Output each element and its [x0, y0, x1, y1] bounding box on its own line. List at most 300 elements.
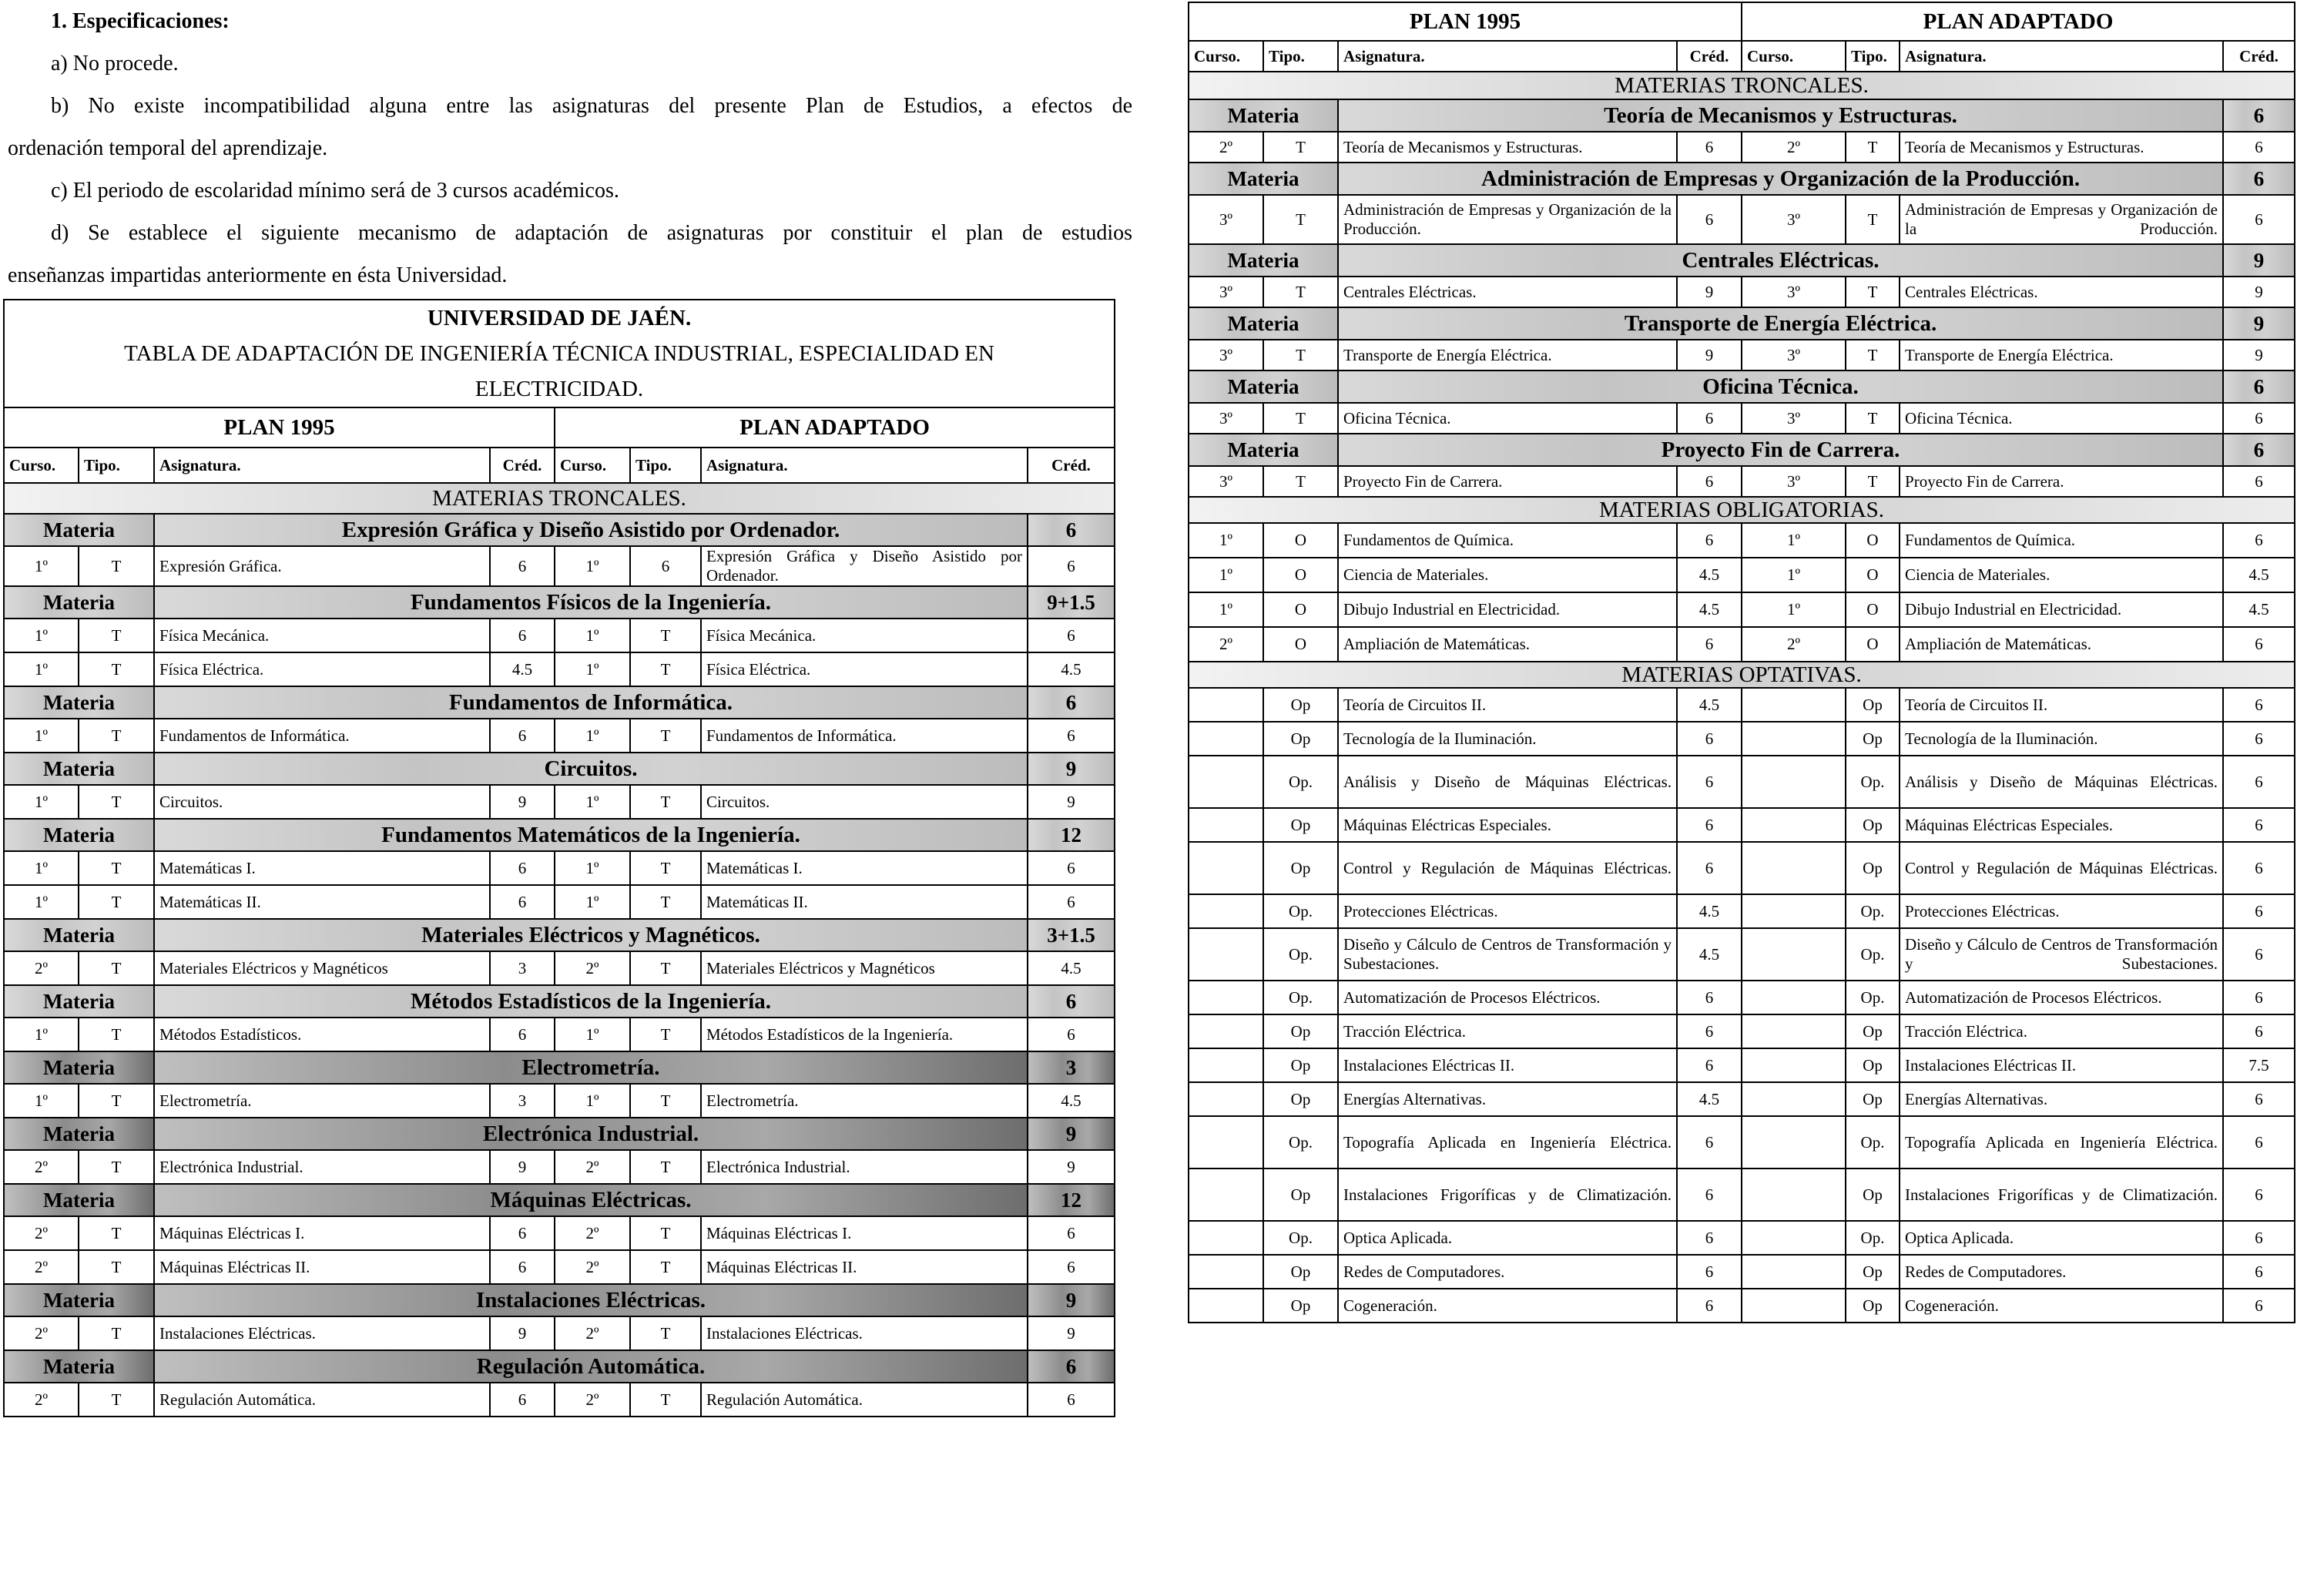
- asignatura-old-cell: Ciencia de Materiales.: [1338, 558, 1677, 592]
- curso-old-cell: [1189, 688, 1263, 722]
- asignatura-new-cell: Máquinas Eléctricas I.: [701, 1216, 1028, 1250]
- cred-new-cell: 6: [1028, 619, 1115, 652]
- asignatura-new-cell: Ciencia de Materiales.: [1900, 558, 2223, 592]
- column-header: Tipo.: [1263, 41, 1338, 72]
- curso-new-cell: [1742, 722, 1846, 756]
- tipo-new-cell: T: [630, 951, 701, 985]
- asignatura-old-cell: Optica Aplicada.: [1338, 1221, 1677, 1255]
- cred-new-cell: 6: [2223, 1116, 2295, 1168]
- tipo-new-cell: T: [630, 719, 701, 753]
- materia-credits: 6: [2223, 163, 2295, 195]
- materia-label: Materia: [4, 686, 154, 719]
- asignatura-old-cell: Control y Regulación de Máquinas Eléctricas.: [1338, 842, 1677, 894]
- asignatura-old-cell: Instalaciones Eléctricas II.: [1338, 1048, 1677, 1082]
- cred-old-cell: 6: [490, 885, 555, 919]
- tipo-new-cell: T: [630, 1250, 701, 1284]
- curso-new-cell: 3º: [1742, 340, 1846, 370]
- cred-new-cell: 6: [2223, 688, 2295, 722]
- curso-new-cell: 1º: [555, 1018, 630, 1051]
- materia-label: Materia: [1189, 163, 1338, 195]
- materia-row: [4, 753, 1115, 785]
- tipo-old-cell: Op: [1263, 842, 1338, 894]
- curso-old-cell: 3º: [1189, 277, 1263, 307]
- materia-name: Máquinas Eléctricas.: [154, 1184, 1028, 1216]
- curso-new-cell: [1742, 1116, 1846, 1168]
- asignatura-old-cell: Regulación Automática.: [154, 1383, 490, 1417]
- curso-new-cell: 1º: [555, 785, 630, 819]
- tipo-new-cell: T: [630, 619, 701, 652]
- curso-old-cell: 1º: [1189, 523, 1263, 558]
- materia-credits: 9: [2223, 307, 2295, 340]
- table-row: [4, 1084, 1115, 1118]
- table-row: [1189, 403, 2295, 434]
- curso-old-cell: [1189, 894, 1263, 928]
- asignatura-new-cell: Instalaciones Frigoríficas y de Climatización.: [1900, 1168, 2223, 1221]
- materia-label: Materia: [4, 819, 154, 851]
- asignatura-new-cell: Fundamentos de Química.: [1900, 523, 2223, 558]
- table-row: [1189, 466, 2295, 497]
- cred-old-cell: 6: [1677, 466, 1742, 497]
- tipo-old-cell: T: [79, 546, 154, 586]
- table-row: [4, 719, 1115, 753]
- materia-label: Materia: [4, 1118, 154, 1150]
- tipo-old-cell: T: [79, 951, 154, 985]
- cred-old-cell: 6: [490, 1216, 555, 1250]
- tipo-old-cell: O: [1263, 592, 1338, 627]
- materia-label: Materia: [4, 1350, 154, 1383]
- curso-new-cell: [1742, 1168, 1846, 1221]
- table-row: [1189, 756, 2295, 808]
- table-row: [1189, 1289, 2295, 1323]
- asignatura-new-cell: Proyecto Fin de Carrera.: [1900, 466, 2223, 497]
- asignatura-old-cell: Teoría de Circuitos II.: [1338, 688, 1677, 722]
- tipo-old-cell: T: [79, 885, 154, 919]
- cred-new-cell: 6: [1028, 546, 1115, 586]
- curso-new-cell: 1º: [555, 851, 630, 885]
- materia-credits: 12: [1028, 1184, 1115, 1216]
- materia-name: Fundamentos Matemáticos de la Ingeniería.: [154, 819, 1028, 851]
- tipo-old-cell: T: [79, 1383, 154, 1417]
- asignatura-old-cell: Topografía Aplicada en Ingeniería Eléctrica.: [1338, 1116, 1677, 1168]
- curso-new-cell: 1º: [1742, 558, 1846, 592]
- cred-old-cell: 6: [1677, 195, 1742, 244]
- cred-old-cell: 6: [1677, 132, 1742, 163]
- tipo-old-cell: T: [79, 1216, 154, 1250]
- curso-new-cell: [1742, 928, 1846, 981]
- cred-new-cell: 6: [1028, 885, 1115, 919]
- column-header: Créd.: [1028, 448, 1115, 483]
- curso-new-cell: 2º: [555, 1316, 630, 1350]
- tipo-old-cell: T: [79, 619, 154, 652]
- column-header: Curso.: [1742, 41, 1846, 72]
- curso-new-cell: 1º: [555, 619, 630, 652]
- column-header: Tipo.: [630, 448, 701, 483]
- tipo-old-cell: Op: [1263, 1255, 1338, 1289]
- curso-new-cell: 1º: [555, 652, 630, 686]
- tipo-new-cell: Op: [1846, 1014, 1900, 1048]
- asignatura-old-cell: Oficina Técnica.: [1338, 403, 1677, 434]
- tipo-new-cell: Op.: [1846, 756, 1900, 808]
- spec-d-line2: enseñanzas impartidas anteriormente en ésta Universidad.: [8, 263, 508, 287]
- asignatura-new-cell: Centrales Eléctricas.: [1900, 277, 2223, 307]
- tipo-old-cell: T: [79, 652, 154, 686]
- column-header: Asignatura.: [701, 448, 1028, 483]
- curso-old-cell: 2º: [1189, 132, 1263, 163]
- materia-row: [1189, 434, 2295, 466]
- asignatura-new-cell: Dibujo Industrial en Electricidad.: [1900, 592, 2223, 627]
- cred-old-cell: 6: [1677, 1048, 1742, 1082]
- table-row: [4, 619, 1115, 652]
- tipo-new-cell: T: [630, 1316, 701, 1350]
- tipo-new-cell: O: [1846, 627, 1900, 662]
- materia-row: [4, 819, 1115, 851]
- table-row: [1189, 808, 2295, 842]
- table-row: [1189, 558, 2295, 592]
- materia-name: Instalaciones Eléctricas.: [154, 1284, 1028, 1316]
- column-header: Curso.: [4, 448, 79, 483]
- curso-old-cell: [1189, 1255, 1263, 1289]
- tipo-new-cell: Op: [1846, 1082, 1900, 1116]
- cred-old-cell: 6: [490, 719, 555, 753]
- column-header: Asignatura.: [1900, 41, 2223, 72]
- materia-credits: 3: [1028, 1051, 1115, 1084]
- materia-row: [4, 919, 1115, 951]
- table-row: [4, 546, 1115, 586]
- asignatura-new-cell: Topografía Aplicada en Ingeniería Eléctrica.: [1900, 1116, 2223, 1168]
- plan-adaptado-header: PLAN ADAPTADO: [555, 407, 1115, 448]
- materia-credits: 6: [1028, 1350, 1115, 1383]
- materia-label: Materia: [1189, 244, 1338, 277]
- cred-old-cell: 6: [490, 619, 555, 652]
- cred-new-cell: 6: [2223, 132, 2295, 163]
- curso-new-cell: 3º: [1742, 195, 1846, 244]
- cred-old-cell: 9: [1677, 340, 1742, 370]
- table-row: [1189, 132, 2295, 163]
- materia-row: [4, 1184, 1115, 1216]
- tipo-old-cell: Op: [1263, 808, 1338, 842]
- materia-row: [4, 686, 1115, 719]
- asignatura-old-cell: Dibujo Industrial en Electricidad.: [1338, 592, 1677, 627]
- plan-1995-header: PLAN 1995: [4, 407, 555, 448]
- cred-new-cell: 6: [2223, 894, 2295, 928]
- asignatura-new-cell: Teoría de Mecanismos y Estructuras.: [1900, 132, 2223, 163]
- cred-old-cell: 6: [1677, 1116, 1742, 1168]
- column-header: Créd.: [490, 448, 555, 483]
- materia-row: [1189, 307, 2295, 340]
- tipo-new-cell: Op: [1846, 1255, 1900, 1289]
- adaptation-table-right: [1188, 2, 2295, 1323]
- cred-new-cell: 6: [2223, 1289, 2295, 1323]
- table-row: [1189, 1168, 2295, 1221]
- cred-old-cell: 6: [1677, 1255, 1742, 1289]
- cred-old-cell: 6: [490, 1250, 555, 1284]
- materia-credits: 9: [1028, 753, 1115, 785]
- asignatura-old-cell: Energías Alternativas.: [1338, 1082, 1677, 1116]
- tipo-old-cell: T: [1263, 466, 1338, 497]
- curso-old-cell: [1189, 842, 1263, 894]
- tipo-new-cell: T: [1846, 195, 1900, 244]
- cred-new-cell: 4.5: [2223, 592, 2295, 627]
- curso-old-cell: 2º: [4, 1216, 79, 1250]
- curso-new-cell: 1º: [555, 885, 630, 919]
- plan-1995-header: PLAN 1995: [1189, 2, 1742, 41]
- tipo-new-cell: T: [1846, 466, 1900, 497]
- materia-label: Materia: [4, 1284, 154, 1316]
- cred-old-cell: 6: [1677, 627, 1742, 662]
- cred-old-cell: 3: [490, 1084, 555, 1118]
- curso-old-cell: 1º: [4, 851, 79, 885]
- tipo-new-cell: O: [1846, 523, 1900, 558]
- asignatura-old-cell: Fundamentos de Informática.: [154, 719, 490, 753]
- table-row: [4, 652, 1115, 686]
- column-header: Curso.: [555, 448, 630, 483]
- materia-credits: 6: [1028, 985, 1115, 1018]
- tipo-new-cell: Op: [1846, 808, 1900, 842]
- cred-new-cell: 6: [2223, 627, 2295, 662]
- table-row: [1189, 627, 2295, 662]
- asignatura-old-cell: Circuitos.: [154, 785, 490, 819]
- cred-new-cell: 6: [2223, 403, 2295, 434]
- table-row: [4, 951, 1115, 985]
- curso-new-cell: 2º: [555, 1216, 630, 1250]
- cred-old-cell: 9: [490, 1316, 555, 1350]
- cred-new-cell: 6: [2223, 981, 2295, 1014]
- curso-new-cell: 2º: [555, 951, 630, 985]
- cred-new-cell: 6: [2223, 928, 2295, 981]
- tipo-old-cell: Op: [1263, 1168, 1338, 1221]
- asignatura-old-cell: Transporte de Energía Eléctrica.: [1338, 340, 1677, 370]
- asignatura-old-cell: Teoría de Mecanismos y Estructuras.: [1338, 132, 1677, 163]
- curso-old-cell: 2º: [4, 951, 79, 985]
- asignatura-new-cell: Expresión Gráfica y Diseño Asistido por Ordenador.: [701, 546, 1028, 586]
- asignatura-old-cell: Máquinas Eléctricas II.: [154, 1250, 490, 1284]
- asignatura-new-cell: Materiales Eléctricos y Magnéticos: [701, 951, 1028, 985]
- asignatura-new-cell: Máquinas Eléctricas Especiales.: [1900, 808, 2223, 842]
- cred-new-cell: 6: [2223, 722, 2295, 756]
- curso-new-cell: 2º: [555, 1150, 630, 1184]
- materia-label: Materia: [1189, 307, 1338, 340]
- asignatura-new-cell: Métodos Estadísticos de la Ingeniería.: [701, 1018, 1028, 1051]
- curso-new-cell: [1742, 688, 1846, 722]
- materia-row: [4, 586, 1115, 619]
- materia-label: Materia: [1189, 434, 1338, 466]
- tipo-old-cell: T: [79, 1316, 154, 1350]
- asignatura-new-cell: Electrometría.: [701, 1084, 1028, 1118]
- tipo-old-cell: Op: [1263, 1048, 1338, 1082]
- table-title-line1: TABLA DE ADAPTACIÓN DE INGENIERÍA TÉCNICA INDUSTRIAL, ESPECIALIDAD EN: [4, 336, 1115, 371]
- asignatura-new-cell: Instalaciones Eléctricas.: [701, 1316, 1028, 1350]
- tipo-new-cell: Op: [1846, 688, 1900, 722]
- column-header: Tipo.: [79, 448, 154, 483]
- cred-new-cell: 6: [2223, 808, 2295, 842]
- asignatura-old-cell: Automatización de Procesos Eléctricos.: [1338, 981, 1677, 1014]
- asignatura-old-cell: Métodos Estadísticos.: [154, 1018, 490, 1051]
- materia-credits: 6: [1028, 514, 1115, 546]
- cred-old-cell: 6: [1677, 756, 1742, 808]
- tipo-new-cell: O: [1846, 592, 1900, 627]
- materia-name: Administración de Empresas y Organización de la Producción.: [1338, 163, 2223, 195]
- curso-old-cell: [1189, 1168, 1263, 1221]
- asignatura-new-cell: Teoría de Circuitos II.: [1900, 688, 2223, 722]
- materia-label: Materia: [4, 1051, 154, 1084]
- curso-old-cell: 1º: [4, 652, 79, 686]
- column-header: Créd.: [2223, 41, 2295, 72]
- materia-row: [1189, 99, 2295, 132]
- spec-a: a) No procede.: [51, 52, 179, 75]
- materia-credits: 9: [2223, 244, 2295, 277]
- table-row: [1189, 523, 2295, 558]
- asignatura-old-cell: Física Eléctrica.: [154, 652, 490, 686]
- curso-old-cell: [1189, 1221, 1263, 1255]
- tipo-old-cell: Op.: [1263, 1221, 1338, 1255]
- materia-credits: 3+1.5: [1028, 919, 1115, 951]
- cred-new-cell: 4.5: [1028, 951, 1115, 985]
- asignatura-new-cell: Regulación Automática.: [701, 1383, 1028, 1417]
- cred-new-cell: 9: [2223, 277, 2295, 307]
- tipo-old-cell: Op: [1263, 688, 1338, 722]
- materia-name: Métodos Estadísticos de la Ingeniería.: [154, 985, 1028, 1018]
- section-troncales: MATERIAS TRONCALES.: [1189, 72, 2295, 99]
- curso-new-cell: [1742, 1082, 1846, 1116]
- tipo-new-cell: Op.: [1846, 928, 1900, 981]
- specifications-section: [8, 0, 1132, 297]
- tipo-new-cell: T: [630, 785, 701, 819]
- materia-credits: 9: [1028, 1118, 1115, 1150]
- asignatura-new-cell: Circuitos.: [701, 785, 1028, 819]
- materia-name: Teoría de Mecanismos y Estructuras.: [1338, 99, 2223, 132]
- asignatura-old-cell: Materiales Eléctricos y Magnéticos: [154, 951, 490, 985]
- cred-old-cell: 6: [1677, 1168, 1742, 1221]
- materia-credits: 6: [2223, 370, 2295, 403]
- tipo-new-cell: T: [1846, 403, 1900, 434]
- table-row: [1189, 928, 2295, 981]
- asignatura-new-cell: Matemáticas I.: [701, 851, 1028, 885]
- curso-new-cell: 2º: [555, 1383, 630, 1417]
- university-title: UNIVERSIDAD DE JAÉN.: [4, 300, 1115, 336]
- curso-old-cell: 1º: [4, 619, 79, 652]
- cred-new-cell: 6: [1028, 1250, 1115, 1284]
- cred-new-cell: 6: [2223, 523, 2295, 558]
- materia-row: [4, 1118, 1115, 1150]
- tipo-new-cell: Op: [1846, 1289, 1900, 1323]
- curso-old-cell: [1189, 808, 1263, 842]
- tipo-old-cell: T: [79, 719, 154, 753]
- materia-name: Centrales Eléctricas.: [1338, 244, 2223, 277]
- tipo-old-cell: Op.: [1263, 756, 1338, 808]
- tipo-new-cell: O: [1846, 558, 1900, 592]
- curso-old-cell: [1189, 1082, 1263, 1116]
- spec-b-line2: ordenación temporal del aprendizaje.: [8, 136, 328, 160]
- curso-new-cell: 1º: [555, 719, 630, 753]
- cred-old-cell: 6: [1677, 1014, 1742, 1048]
- asignatura-new-cell: Tecnología de la Iluminación.: [1900, 722, 2223, 756]
- materia-label: Materia: [4, 919, 154, 951]
- cred-old-cell: 3: [490, 951, 555, 985]
- table-row: [4, 851, 1115, 885]
- asignatura-new-cell: Electrónica Industrial.: [701, 1150, 1028, 1184]
- asignatura-new-cell: Fundamentos de Informática.: [701, 719, 1028, 753]
- tipo-new-cell: Op: [1846, 722, 1900, 756]
- column-header: Tipo.: [1846, 41, 1900, 72]
- table-row: [1189, 688, 2295, 722]
- materia-credits: 12: [1028, 819, 1115, 851]
- table-row: [1189, 722, 2295, 756]
- cred-new-cell: 9: [1028, 1316, 1115, 1350]
- tipo-new-cell: T: [630, 885, 701, 919]
- tipo-new-cell: T: [630, 851, 701, 885]
- curso-new-cell: 3º: [1742, 403, 1846, 434]
- tipo-old-cell: T: [79, 851, 154, 885]
- asignatura-old-cell: Fundamentos de Química.: [1338, 523, 1677, 558]
- curso-new-cell: [1742, 1289, 1846, 1323]
- asignatura-old-cell: Instalaciones Eléctricas.: [154, 1316, 490, 1350]
- curso-new-cell: [1742, 756, 1846, 808]
- cred-old-cell: 6: [1677, 842, 1742, 894]
- spec-c: c) El periodo de escolaridad mínimo será de 3 cursos académicos.: [51, 179, 619, 203]
- tipo-new-cell: T: [630, 1150, 701, 1184]
- table-row: [4, 1150, 1115, 1184]
- asignatura-old-cell: Matemáticas II.: [154, 885, 490, 919]
- curso-old-cell: 3º: [1189, 403, 1263, 434]
- materia-label: Materia: [4, 753, 154, 785]
- section-obligatorias: MATERIAS OBLIGATORIAS.: [1189, 497, 2295, 523]
- materia-row: [4, 1284, 1115, 1316]
- curso-new-cell: [1742, 1221, 1846, 1255]
- tipo-new-cell: Op: [1846, 842, 1900, 894]
- table-row: [1189, 894, 2295, 928]
- materia-label: Materia: [4, 586, 154, 619]
- curso-new-cell: 1º: [1742, 523, 1846, 558]
- asignatura-new-cell: Análisis y Diseño de Máquinas Eléctricas.: [1900, 756, 2223, 808]
- materia-credits: 9+1.5: [1028, 586, 1115, 619]
- tipo-old-cell: T: [1263, 277, 1338, 307]
- curso-old-cell: [1189, 1014, 1263, 1048]
- asignatura-new-cell: Optica Aplicada.: [1900, 1221, 2223, 1255]
- asignatura-old-cell: Protecciones Eléctricas.: [1338, 894, 1677, 928]
- tipo-new-cell: Op.: [1846, 894, 1900, 928]
- materia-row: [4, 1051, 1115, 1084]
- asignatura-new-cell: Administración de Empresas y Organización de la Producción.: [1900, 195, 2223, 244]
- table-row: [4, 1018, 1115, 1051]
- materia-name: Materiales Eléctricos y Magnéticos.: [154, 919, 1028, 951]
- curso-old-cell: 2º: [1189, 627, 1263, 662]
- curso-new-cell: 3º: [1742, 466, 1846, 497]
- section-troncales: MATERIAS TRONCALES.: [4, 483, 1115, 514]
- column-header-row: [1189, 41, 2295, 72]
- curso-old-cell: [1189, 722, 1263, 756]
- cred-old-cell: 4.5: [1677, 592, 1742, 627]
- cred-new-cell: 6: [2223, 1014, 2295, 1048]
- tipo-new-cell: T: [630, 1383, 701, 1417]
- cred-new-cell: 6: [2223, 1082, 2295, 1116]
- curso-new-cell: 2º: [1742, 132, 1846, 163]
- curso-new-cell: 2º: [555, 1250, 630, 1284]
- curso-old-cell: 2º: [4, 1383, 79, 1417]
- asignatura-old-cell: Administración de Empresas y Organización de la Producción.: [1338, 195, 1677, 244]
- table-row: [4, 785, 1115, 819]
- cred-new-cell: 7.5: [2223, 1048, 2295, 1082]
- table-row: [1189, 1014, 2295, 1048]
- curso-old-cell: [1189, 928, 1263, 981]
- materia-label: Materia: [4, 514, 154, 546]
- table-row: [1189, 1048, 2295, 1082]
- asignatura-old-cell: Redes de Computadores.: [1338, 1255, 1677, 1289]
- tipo-old-cell: Op.: [1263, 894, 1338, 928]
- materia-name: Fundamentos Físicos de la Ingeniería.: [154, 586, 1028, 619]
- tipo-new-cell: Op.: [1846, 1116, 1900, 1168]
- tipo-new-cell: T: [630, 1018, 701, 1051]
- plan-adaptado-header: PLAN ADAPTADO: [1742, 2, 2295, 41]
